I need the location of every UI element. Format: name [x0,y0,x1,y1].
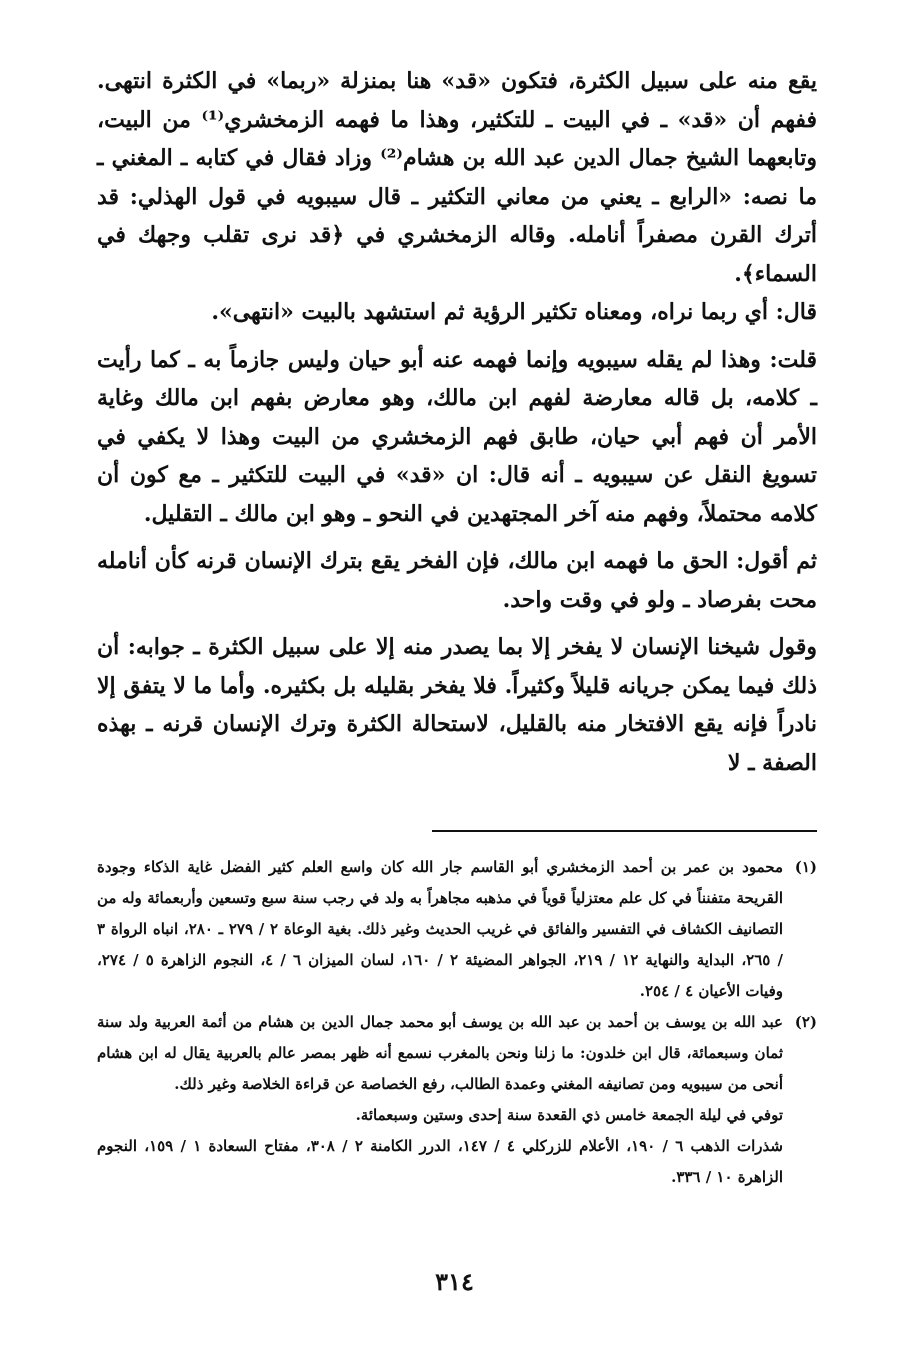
footnote [97,1007,817,1193]
paragraph: وقول شيخنا الإنسان لا يفخر إلا بما يصدر منه إلا على سبيل الكثرة ـ جوابه: أن ذلك فيما يمكن جريانه قليلاً وكثيراً. فلا يفخر بقليله بل بكثيره. وأما ما لا يتفق إلا نادراً فإنه يقع الافتخار منه بالقليل، لاستحالة الكثرة وترك الإنسان قرنه ـ بهذه الصفة ـ لا [97,634,817,776]
footnote-line: شذرات الذهب ٦ / ١٩٠، الأعلام للزركلي ٤ / ١٤٧، الدرر الكامنة ٢ / ٣٠٨، مفتاح السعادة ١ / ١٥٩، النجوم الزاهرة ١٠ / ٣٣٦. [97,1137,783,1186]
footnote-text [97,852,783,1007]
footnote-separator [432,830,817,832]
paragraph: قال: أي ربما نراه، ومعناه تكثير الرؤية ثم استشهد بالبيت «انتهى». [211,299,817,325]
page-number: ٣١٤ [435,1267,474,1296]
paragraph: ثم أقول: الحق ما فهمه ابن مالك، فإن الفخر يقع بترك الإنسان قرنه كأن أنامله محت بفرصاد ـ ولو في وقت واحد. [97,548,817,613]
footnote-text [97,1007,783,1193]
footnote-line: توفي في ليلة الجمعة خامس ذي القعدة سنة إحدى وستين وسبعمائة. [355,1106,783,1124]
footnotes [97,852,817,1193]
footnote-marker: (١) [794,858,817,876]
footnote [97,852,817,1007]
footnote-line: محمود بن عمر بن أحمد الزمخشري أبو القاسم جار الله كان واسع العلم كثير الفضل غاية الذكاء وجودة القريحة متفنناً في كل علم معتزلياً قوياً في مذهبه مجاهراً به ولد في رجب سنة سبع وتسعين وأربعمائة وله من التصانيف الكشاف في التفسير والفائق في غريب الحديث وغير ذلك. بغية الوعاة ٢ / ٢٧٩ ـ ٢٨٠، انباه الرواة ٣ / ٢٦٥، البداية والنهاية ١٢ / ٢١٩، الجواهر المضيئة ٢ / ١٦٠، لسان الميزان ٦ / ٤، النجوم الزاهرة ٥ / ٢٧٤، وفيات الأعيان ٤ / ٢٥٤. [97,858,783,1000]
paragraph: قلت: وهذا لم يقله سيبويه وإنما فهمه عنه أبو حيان وليس جازماً به ـ كما رأيت ـ كلامه، بل قاله معارضة لفهم ابن مالك، وهو معارض بفهم ابن مالك وغاية الأمر أن فهم أبي حيان، طابق فهم الزمخشري من البيت وهذا لا يكفي في تسويغ النقل عن سيبويه ـ أنه قال: ان «قد» في البيت للتكثير ـ مع كون أن كلامه محتملاً، وفهم منه آخر المجتهدين في النحو ـ وهو ابن مالك ـ التقليل. [97,346,817,527]
main-text [97,62,817,782]
paragraph: يقع منه على سبيل الكثرة، فتكون «قد» هنا بمنزلة «ربما» في الكثرة انتهى. ففهم أن «قد» ـ في البيت ـ للتكثير، وهذا ما فهمه الزمخشري⁽¹⁾ من البيت، وتابعهما الشيخ جمال الدين عبد الله بن هشام⁽²⁾ وزاد فقال في كتابه ـ المغني ـ ما نصه: «الرابع ـ يعني من معاني التكثير ـ قال سيبويه في قول الهذلي: قد أترك القرن مصفراً أنامله. وقاله الزمخشري في ﴿قد نرى تقلب وجهك في السماء﴾. [97,68,817,287]
footnote-line: عبد الله بن يوسف بن أحمد بن عبد الله بن يوسف أبو محمد جمال الدين بن هشام من أئمة العربية ولد سنة ثمان وسبعمائة، قال ابن خلدون: ما زلنا ونحن بالمغرب نسمع أنه ظهر بمصر عالم بالعربية يقال له ابن هشام أنحى من سيبويه ومن تصانيفه المغني وعمدة الطالب، رفع الخصاصة عن قراءة الخلاصة وغير ذلك. [97,1013,783,1093]
footnote-marker: (٢) [794,1013,817,1031]
page-content [97,62,817,1193]
